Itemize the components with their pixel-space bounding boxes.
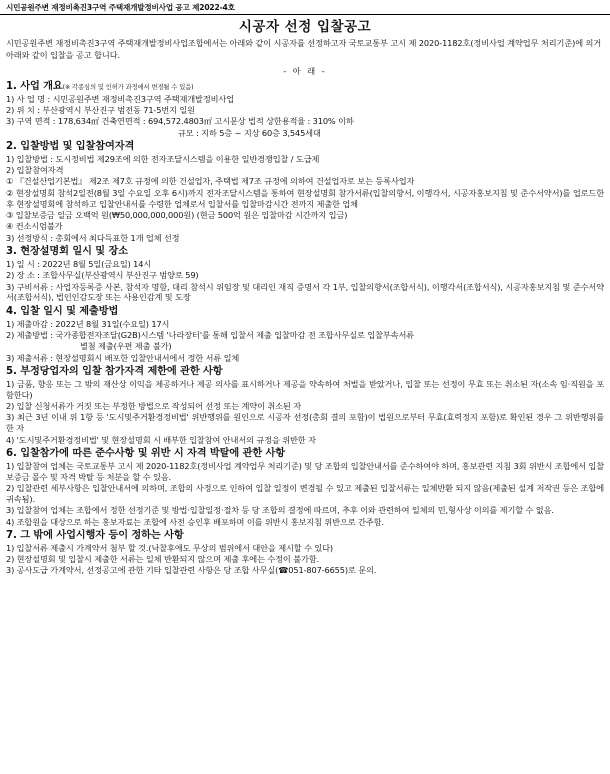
section-1-item: 1) 사 업 명 : 시민공원주변 재정비촉진3구역 주택재개발정비사업 (6, 93, 234, 104)
page-title: 시공자 선정 입찰공고 (238, 19, 372, 35)
section-4-heading: 4. 입찰 일시 및 제출방법 (6, 305, 119, 317)
section-2-item: ③ 입찰보증금 일금 오백억 원(₩50,000,000,000원) (현금 500억 원은 입찰마감 시간까지 입금) (6, 209, 348, 220)
section-2-item: 3) 선정방식 : 총회에서 최다득표한 1개 업체 선정 (6, 232, 180, 243)
section-1-item: 3) 구역 면적 : 178,634㎡ 건축연면적 : 694,572.4803㎡ 고시문상 법적 상한용적율 : 310% 이하 (6, 116, 354, 127)
section-5-heading: 5. 부정당업자의 입찰 참가자격 제한에 관한 사항 (6, 365, 223, 377)
section-2-heading: 2. 입찰방법 및 입찰참여자격 (6, 140, 135, 152)
section-7-item: 3) 공사도급 가계약서, 선정공고에 관한 기타 입찰관련 사항은 당 조합 사무실(☎051-807-6655)로 문의. (6, 565, 377, 576)
section-1-title: 1. 사업 개요 (6, 80, 63, 92)
section-4-item: 별첨 제출(우편 제출 불가) (80, 341, 172, 352)
section-7-item: 1) 입찰서류 제출시 가계약서 첨부 할 것.(낙찰후에도 무상의 범위에서 대안을 제시할 수 있다) (6, 542, 333, 553)
section-6-item: 2) 입찰관련 세부사항은 입찰안내서에 의하며, 조합의 사정으로 인하여 입찰 일정이 변경될 수 있고 제출된 입찰서류는 일체반환 되지 않음(제출된 설계 저작권 등은 조합에 귀속됨). (6, 483, 604, 504)
section-2-item: 1) 입찰방법 : 도시정비법 제29조에 의한 전자조달시스템을 이용한 일반경쟁입찰 / 도급제 (6, 153, 320, 164)
section-3-item: 3) 구비서류 : 사업자등록증 사본, 참석자 명함, 대리 참석시 위임장 및 대리인 재직 증명서 각 1부, 입찰의향서(조합서식), 이행각서(조합서식), 시공자홍보지침 및 준수서약서(조합서식), 법인인감도장 또는 사용인감계 및 도장 (6, 281, 604, 303)
section-2-item: ② 현장설명회 참석2일전(8월 3일 수요일 오후 6시)까지 전자조달시스템을 통하여 현장설명회 참가서류(입찰의향서, 이행각서, 시공자홍보지침 및 준수서약서)를 업로드한 후 현장설명회에 참석하고 입찰안내서를 수령한 업체로서 입찰서를 입찰마감시간 전까지 제출한 업체 (6, 187, 604, 209)
notice-body (6, 38, 604, 577)
section-4-item: 3) 제출서류 : 현장설명회시 배포한 입찰안내서에서 정한 서류 일체 (6, 352, 240, 363)
section-divider: - 아 래 - (283, 65, 327, 76)
section-1-item: 규모 : 지하 5층 ~ 지상 60층 3,545세대 (178, 127, 321, 138)
section-1-note: (※ 각종심의 및 인허가 과정에서 변경될 수 있음) (62, 83, 194, 91)
section-6-item: 1) 입찰참여 업체는 국토교통부 고시 제 2020-1182호(정비사업 계약업무 처리기준) 및 당 조합의 입찰안내서를 준수하여야 하며, 홍보관련 지침 3회 위반시 조합에서 입찰보증금 몰수 및 자격 박탈 등 처분을 할 수 있음. (6, 460, 605, 482)
section-3-item: 1) 일 시 : 2022년 8월 5일(금요일) 14시 (6, 258, 152, 269)
section-2-item: ④ 컨소시엄불가 (6, 221, 63, 232)
section-2-item: 2) 입찰참여자격 (6, 165, 64, 176)
section-4-item: 2) 제출방법 : 국가종합전자조달(G2B)시스템 '나라장터'를 통해 입찰서 제출 입찰마감 전 조합사무실로 입찰부속서류 (6, 330, 415, 340)
section-2-item: ① 『건설산업기본법』 제2조 제7호 규정에 의한 건설업자, 주택법 제7조 규정에 의하여 건설업자로 보는 등록사업자 (6, 176, 415, 187)
section-5-item: 2) 입찰 신청서류가 거짓 또는 부정한 방법으로 작성되어 선정 또는 계약이 취소된 자 (6, 401, 301, 412)
section-5-item: 1) 금품, 향응 또는 그 밖의 재산상 이익을 제공하거나 제공 의사를 표시하거나 제공을 약속하여 처벌을 받았거나, 입찰 또는 선정이 무효 또는 취소된 자(소속 임·직원을 포함한다) (6, 378, 604, 400)
section-3-item: 2) 장 소 : 조합사무실(부산광역시 부산진구 범양로 59) (6, 270, 199, 281)
section-6-item: 3) 입찰참여 업체는 조합에서 정한 선정기준 및 방법·입찰일정·절차 등 당 조합의 결정에 따르며, 추후 이와 관련하여 일체의 민,형사상 이의를 제기할 수 없음. (6, 505, 554, 516)
section-7-item: 2) 현장설명회 및 입찰시 제출한 서류는 일체 반환되지 않으며 제출 후에는 수정이 불가함. (6, 554, 320, 565)
section-7-heading: 7. 그 밖에 사업시행자 등이 정하는 사항 (6, 529, 184, 541)
section-1-item: 2) 위 치 : 부산광역시 부산진구 범전동 71-5번지 일원 (6, 104, 195, 115)
notice-reference: 시민공원주변 재정비촉진3구역 주택재개발정비사업 공고 제2022-4호 (0, 0, 610, 15)
section-5-item: 4) '도시및주거환경정비법' 및 현장설명회 시 배부한 입찰참여 안내서의 규정을 위반한 자 (6, 434, 316, 445)
intro-paragraph: 시민공원주변 재정비촉진3구역 주택재개발정비사업조합에서는 아래와 같이 시공자를 선정하고자 국토교통부 고시 제 2020-1182호(정비사업 계약업무 처리기준)에 의거 아래와 같이 입찰을 공고 합니다. (6, 38, 602, 60)
section-3-heading: 3. 현장설명회 일시 및 장소 (6, 245, 128, 257)
section-5-item: 3) 최근 3년 이내 위 1항 등 '도시및주거환경정비법' 위반행위를 원인으로 시공자 선정(총회 결의 포함)이 법원으로부터 무효(효력정지 포함)로 확인된 경우 그 위반행위를 한 자 (6, 412, 604, 434)
section-1-heading (6, 80, 604, 93)
section-4-item: 1) 제출마감 : 2022년 8월 31일(수요일) 17시 (6, 318, 170, 329)
section-6-item: 4) 조합원을 대상으로 하는 홍보자료는 조합에 사전 승인후 배포하며 이를 위반시 홍보지침 위반으로 간주함. (6, 516, 384, 527)
section-6-heading: 6. 입찰참가에 따른 준수사항 및 위반 시 자격 박탈에 관한 사항 (6, 447, 286, 459)
